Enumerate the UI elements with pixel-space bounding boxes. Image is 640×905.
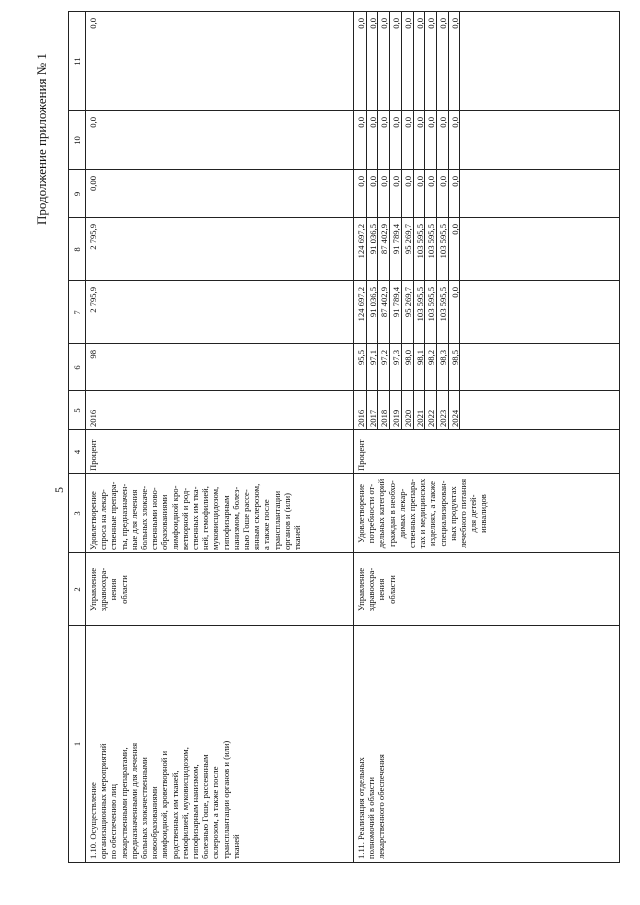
- col1-line: лекарственными препаратами,: [118, 747, 129, 859]
- col3-line: ственных препара-: [407, 479, 417, 548]
- col6-cell: 97,3: [391, 350, 402, 366]
- column-divider: [69, 110, 619, 111]
- subrow-divider: [413, 12, 414, 430]
- subrow-divider: [448, 12, 449, 430]
- col3-line: органов и (или): [281, 493, 292, 550]
- column-header: 6: [72, 365, 82, 370]
- col11-cell: 0,0: [402, 18, 413, 29]
- col3-line: лимфоидной кро-: [169, 485, 180, 550]
- col7-cell: 95 269,7: [402, 287, 413, 318]
- subrow-divider: [436, 12, 437, 430]
- col1-line: 1.10. Осуществление: [88, 782, 98, 859]
- page-number: 5: [52, 487, 66, 493]
- col7-cell: 103 595,5: [414, 287, 425, 322]
- years-cell: 2019: [391, 409, 402, 427]
- subrow-divider: [401, 12, 402, 430]
- col3-line: ней, гемофилией,: [200, 486, 211, 550]
- col1-line: новообразованиями: [149, 786, 160, 859]
- col3-line: гипофизарным: [220, 495, 231, 550]
- col2-line: здравоохра-: [366, 567, 377, 612]
- col9-cell: 0,0: [426, 176, 437, 187]
- col8-cell: 103 595,5: [426, 224, 437, 259]
- col9-cell: 0,0: [379, 176, 390, 187]
- col3-line: ных продуктах: [447, 486, 458, 541]
- col2-line: нения: [108, 578, 119, 601]
- col6-cell: 98: [88, 350, 98, 359]
- col3-line: инвалидов: [478, 494, 489, 533]
- unit-label: Процент: [356, 439, 366, 471]
- col11-cell: 0,0: [414, 18, 425, 29]
- col7-cell: 124 697,2: [356, 287, 366, 322]
- col1-line: родственных им тканей,: [169, 770, 180, 859]
- col11-cell: 0,0: [449, 18, 460, 29]
- col6-cell: 98,0: [402, 350, 413, 366]
- col9-cell: 0,0: [402, 176, 413, 187]
- years-cell: 2016: [88, 409, 98, 427]
- col11-cell: 0,0: [391, 18, 402, 29]
- column-divider: [69, 343, 619, 344]
- col3-line: янным склерозом,: [251, 483, 262, 550]
- col9-cell: 0,0: [391, 176, 402, 187]
- header-divider: [85, 12, 86, 862]
- years-cell: 2022: [426, 409, 437, 427]
- column-header: 2: [72, 587, 82, 592]
- col1-line: лимфоидной, кроветворной и: [159, 750, 170, 859]
- col3-line: граждан в необхо-: [386, 480, 397, 547]
- col6-cell: 97,1: [367, 350, 378, 366]
- col8-cell: 103 595,5: [414, 224, 425, 259]
- col10-cell: 0,0: [391, 117, 402, 128]
- col1-line: склерозом, а также после: [210, 766, 221, 859]
- col3-line: ственных им тка-: [190, 486, 200, 550]
- col7-cell: 103 595,5: [437, 287, 448, 322]
- col3-line: нанизмом, болез-: [230, 486, 241, 550]
- col1-line: по обеспечению лиц: [108, 783, 119, 859]
- col1-line: 1.11. Реализация отдельных: [356, 757, 366, 859]
- col8-cell: 91 789,4: [391, 224, 402, 255]
- col3-line: трансплантации: [271, 490, 282, 550]
- col3-line: спроса на лекар-: [98, 489, 109, 550]
- col6-cell: 97,2: [379, 350, 390, 366]
- col3-line: тканей: [292, 525, 302, 550]
- col10-cell: 0,0: [356, 117, 366, 128]
- col11-cell: 0,0: [356, 18, 366, 29]
- subrow-divider: [424, 12, 425, 430]
- col8-cell: 91 036,5: [367, 224, 378, 255]
- column-divider: [69, 217, 619, 218]
- col3-line: димых лекар-: [396, 488, 407, 539]
- col9-cell: 0,00: [88, 176, 98, 192]
- col8-cell: 2 795,9: [88, 224, 98, 250]
- col1-line: предназначенными для лечения: [128, 742, 139, 859]
- col10-cell: 0,0: [88, 117, 98, 128]
- column-divider: [69, 390, 619, 391]
- data-table: [68, 11, 620, 863]
- column-divider: [69, 473, 619, 474]
- col3-line: больных злокаче-: [139, 485, 149, 550]
- col3-line: изделиях, а также: [427, 481, 438, 546]
- col3-line: дельных категорий: [376, 478, 387, 549]
- col9-cell: 0,0: [367, 176, 378, 187]
- col6-cell: 98,5: [449, 350, 460, 366]
- subrow-divider: [377, 12, 378, 430]
- col2-line: Управление: [88, 567, 98, 612]
- col8-cell: 103 595,5: [437, 224, 448, 259]
- col8-cell: 0,0: [449, 224, 460, 235]
- column-header: 5: [72, 408, 82, 413]
- subrow-divider: [366, 12, 367, 430]
- col3-line: лечебного питания: [458, 478, 468, 549]
- col2-line: области: [118, 575, 129, 604]
- col11-cell: 0,0: [379, 18, 390, 29]
- col3-line: ственными ново-: [149, 487, 160, 550]
- column-header: 4: [72, 449, 82, 455]
- col1-line: организационных мероприятий: [98, 743, 109, 859]
- col3-line: Удовлетворение: [88, 491, 98, 550]
- col1-line: гемофилией, муковисцидозом,: [179, 747, 190, 859]
- col1-line: тканей: [230, 834, 241, 859]
- col6-cell: 98,1: [414, 350, 425, 366]
- continuation-label: Продолжение приложения № 1: [34, 53, 49, 225]
- column-header: 11: [72, 57, 82, 66]
- column-header: 3: [72, 511, 82, 516]
- col10-cell: 0,0: [426, 117, 437, 128]
- unit-label: Процент: [88, 439, 98, 471]
- col3-line: нью Гоше рассе-: [241, 489, 251, 550]
- col10-cell: 0,0: [379, 117, 390, 128]
- col10-cell: 0,0: [402, 117, 413, 128]
- col7-cell: 2 795,9: [88, 287, 98, 313]
- col6-cell: 98,2: [426, 350, 437, 366]
- col9-cell: 0,0: [356, 176, 366, 187]
- col7-cell: 87 402,9: [379, 287, 390, 318]
- column-header: 8: [72, 247, 82, 252]
- column-header: 1: [72, 741, 82, 747]
- subrow-divider: [389, 12, 390, 430]
- col7-cell: 91 036,5: [367, 287, 378, 318]
- col10-cell: 0,0: [437, 117, 448, 128]
- years-cell: 2024: [449, 409, 460, 427]
- col8-cell: 124 697,2: [356, 224, 366, 259]
- col7-cell: 0,0: [449, 287, 460, 298]
- column-divider: [69, 625, 619, 626]
- col3-line: для детей-: [468, 494, 479, 533]
- years-cell: 2021: [414, 409, 425, 427]
- col2-line: области: [386, 575, 397, 604]
- column-header: 10: [72, 136, 82, 145]
- column-divider: [69, 280, 619, 281]
- col6-cell: 95,5: [356, 350, 366, 366]
- col3-line: ты, предназначен-: [118, 483, 129, 550]
- column-header: 9: [72, 191, 82, 197]
- col2-line: Управление: [356, 567, 366, 612]
- col3-line: ные для лечения: [128, 489, 139, 550]
- col3-line: специализирован-: [437, 480, 448, 547]
- col1-line: болезнью Гоше, рассеянным: [200, 754, 211, 859]
- col10-cell: 0,0: [414, 117, 425, 128]
- col1-line: лекарственного обеспечения: [376, 754, 387, 859]
- col11-cell: 0,0: [426, 18, 437, 29]
- row-divider: [353, 12, 354, 862]
- col2-line: здравоохра-: [98, 567, 109, 612]
- col11-cell: 0,0: [367, 18, 378, 29]
- col8-cell: 87 402,9: [379, 224, 390, 255]
- col3-line: тах и медицинских: [417, 478, 428, 549]
- col3-line: ственные препара-: [108, 481, 119, 550]
- col1-line: полномочий в области: [366, 777, 377, 859]
- years-cell: 2020: [402, 409, 413, 427]
- col10-cell: 0,0: [367, 117, 378, 128]
- column-divider: [69, 552, 619, 553]
- col11-cell: 0,0: [88, 18, 98, 29]
- col2-line: нения: [376, 578, 387, 601]
- years-cell: 2017: [367, 409, 378, 427]
- col1-line: гипофизарным нанизмом,: [190, 764, 200, 859]
- col7-cell: 103 595,5: [426, 287, 437, 322]
- years-cell: 2016: [356, 409, 366, 427]
- column-divider: [69, 429, 619, 430]
- col3-line: ветворной и род-: [179, 487, 190, 550]
- col9-cell: 0,0: [414, 176, 425, 187]
- col3-line: потребности от-: [366, 483, 377, 544]
- col11-cell: 0,0: [437, 18, 448, 29]
- years-cell: 2023: [437, 409, 448, 427]
- col9-cell: 0,0: [437, 176, 448, 187]
- col10-cell: 0,0: [449, 117, 460, 128]
- column-divider: [69, 169, 619, 170]
- years-cell: 2018: [379, 409, 390, 427]
- col1-line: больных злокачественными: [139, 757, 149, 859]
- col1-line: трансплантации органов и (или): [220, 740, 231, 859]
- col3-line: а также после: [261, 499, 272, 550]
- subrow-divider: [459, 12, 460, 430]
- col3-line: Удовлетворение: [356, 484, 366, 543]
- col7-cell: 91 789,4: [391, 287, 402, 318]
- col3-line: муковисцидозом,: [210, 486, 221, 550]
- col3-line: образованиями: [159, 494, 170, 550]
- col6-cell: 98,3: [437, 350, 448, 366]
- col8-cell: 95 269,7: [402, 224, 413, 255]
- col9-cell: 0,0: [449, 176, 460, 187]
- column-header: 7: [72, 310, 82, 315]
